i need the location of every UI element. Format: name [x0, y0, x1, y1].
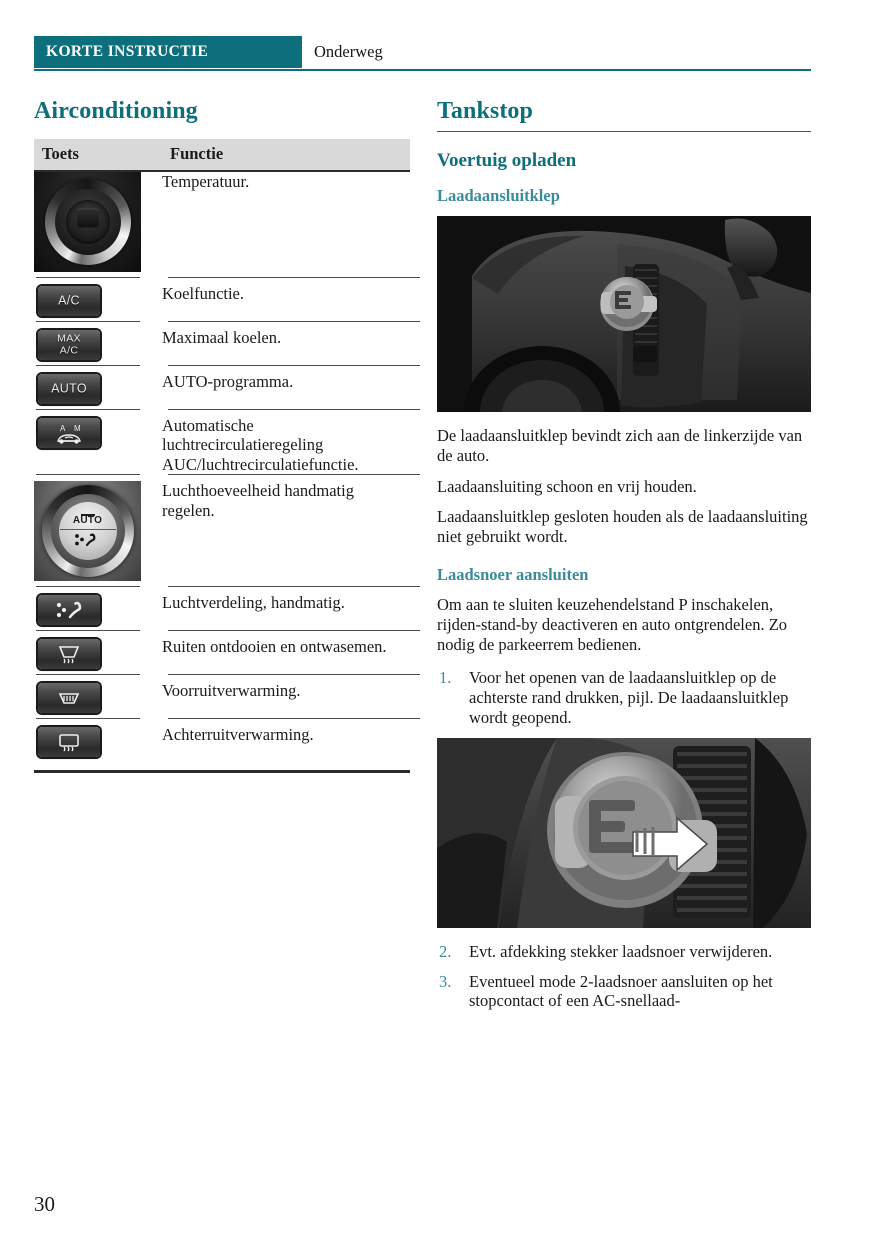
air-recirculation-button-icon	[38, 418, 100, 448]
header-section-label: Onderweg	[314, 42, 383, 61]
ac-button-label: A/C	[58, 293, 80, 308]
key-cell	[34, 372, 162, 409]
auc-car-glyph	[38, 418, 100, 448]
svg-text:M: M	[74, 424, 81, 433]
steps-list-continued	[437, 942, 811, 1011]
function-cell: Koelfunctie.	[162, 284, 245, 303]
auto-button-label: AUTO	[51, 381, 87, 396]
key-cell	[34, 481, 162, 586]
table-row	[34, 637, 410, 674]
key-cell	[34, 725, 162, 762]
rear-window-heating-glyph	[38, 727, 100, 757]
table-row	[34, 681, 410, 718]
charge-port-flap-photo	[437, 216, 811, 412]
function-cell: Luchtverdeling, handmatig.	[162, 593, 345, 613]
fan-speed-knob-icon	[34, 481, 141, 581]
windscreen-heating-glyph	[38, 683, 100, 713]
ac-button-icon	[38, 286, 100, 316]
paragraph: De laadaansluitklep bevindt zich aan de linkerzijde van de auto.	[437, 426, 803, 465]
row-divider	[34, 365, 410, 372]
list-number: 3.	[439, 971, 452, 991]
steps-list	[437, 668, 811, 727]
rear-window-heating-button-icon	[38, 727, 100, 757]
row-divider	[34, 474, 410, 481]
row-divider	[34, 586, 410, 593]
fan-knob-face	[59, 502, 117, 560]
row-divider	[34, 321, 410, 328]
charge-flap-closeup-illustration	[437, 738, 811, 928]
function-cell: Achterruitverwarming.	[162, 725, 314, 745]
table-row	[34, 481, 410, 586]
function-cell: Voorruitverwarming.	[162, 681, 301, 701]
key-cell	[34, 681, 162, 718]
list-number: 2.	[439, 941, 452, 961]
table-row	[34, 171, 410, 277]
list-item	[437, 972, 811, 1012]
row-divider	[34, 277, 410, 284]
fan-knob-auto-label: AUTO	[72, 515, 103, 527]
key-cell	[34, 171, 162, 277]
table-header-toets: Toets	[34, 139, 162, 171]
table-header-row	[34, 139, 410, 171]
key-cell	[34, 637, 162, 674]
max-ac-button-label: MAX A/C	[57, 332, 81, 356]
table-row	[34, 416, 410, 474]
auto-button-icon	[38, 374, 100, 404]
temperature-knob-icon	[34, 172, 141, 272]
function-cell: Temperatuur.	[162, 172, 250, 191]
table-row	[34, 725, 410, 762]
table-bottom-rule	[34, 770, 410, 773]
airconditioning-table	[34, 139, 410, 762]
function-cell: Ruiten ontdooien en ontwasemen.	[162, 637, 387, 657]
paragraph: Laadaansluitklep gesloten houden als de laadaansluiting niet gebruikt wordt.	[437, 507, 808, 547]
key-cell	[34, 416, 162, 474]
left-column	[34, 98, 410, 773]
running-header	[34, 36, 811, 70]
max-ac-button-icon	[38, 330, 100, 360]
header-rule	[34, 69, 811, 71]
page-title-airconditioning: Airconditioning	[34, 98, 198, 124]
key-cell	[34, 328, 162, 365]
function-cell: Automatische luchtrecirculatieregeling AUC/luchtrecirculatiefunctie.	[162, 416, 359, 474]
section-title-tankstop: Tankstop	[437, 98, 811, 132]
right-column	[437, 98, 811, 1021]
list-text: Evt. afdekking stekker laadsnoer verwijderen.	[469, 941, 773, 961]
defrost-glyph	[38, 639, 100, 669]
svg-text:A: A	[60, 424, 66, 433]
function-cell: AUTO-programma.	[162, 372, 294, 391]
row-divider	[34, 674, 410, 681]
defrost-button-icon	[38, 639, 100, 669]
row-divider	[34, 409, 410, 416]
air-distribution-button-icon	[38, 595, 100, 625]
list-item	[437, 942, 811, 962]
heading-laadaansluitklep: Laadaansluitklep	[437, 186, 560, 205]
row-divider	[34, 718, 410, 725]
table-row	[34, 593, 410, 630]
list-text: Voor het openen van de laadaansluitklep op de achterste rand drukken, pijl. De laadaansluitklep wordt geopend.	[469, 668, 789, 727]
windscreen-heating-button-icon	[38, 683, 100, 713]
row-divider	[34, 630, 410, 637]
paragraph: Laadaansluiting schoon en vrij houden.	[437, 476, 697, 496]
table-row	[34, 284, 410, 321]
airflow-glyph	[38, 595, 100, 625]
charge-port-illustration	[437, 216, 811, 412]
charge-port-flap-closeup-photo	[437, 738, 811, 928]
key-cell	[34, 593, 162, 630]
table-row	[34, 372, 410, 409]
list-number: 1.	[439, 668, 452, 688]
table-row	[34, 328, 410, 365]
list-text: Eventueel mode 2-laadsnoer aansluiten op het stopcontact of een AC-snellaad-	[469, 971, 773, 1011]
function-cell: Luchthoeveelheid handmatig regelen.	[162, 481, 354, 520]
key-cell	[34, 284, 162, 321]
page-number: 30	[34, 1192, 55, 1216]
paragraph-intro: Om aan te sluiten keuzehendelstand P inschakelen, rijden-stand-by deactiveren en auto ontgrendelen. Zo nodig de parkeerrem bedienen.	[437, 594, 788, 654]
airflow-glyph	[73, 532, 103, 548]
table-header-functie: Functie	[162, 139, 410, 171]
header-chapter-label: KORTE INSTRUCTIE	[46, 43, 209, 60]
heading-laadsnoer-aansluiten: Laadsnoer aansluiten	[437, 564, 589, 584]
function-cell: Maximaal koelen.	[162, 328, 282, 347]
list-item	[437, 668, 811, 727]
subsection-title-voertuig-opladen: Voertuig opladen	[437, 150, 577, 171]
